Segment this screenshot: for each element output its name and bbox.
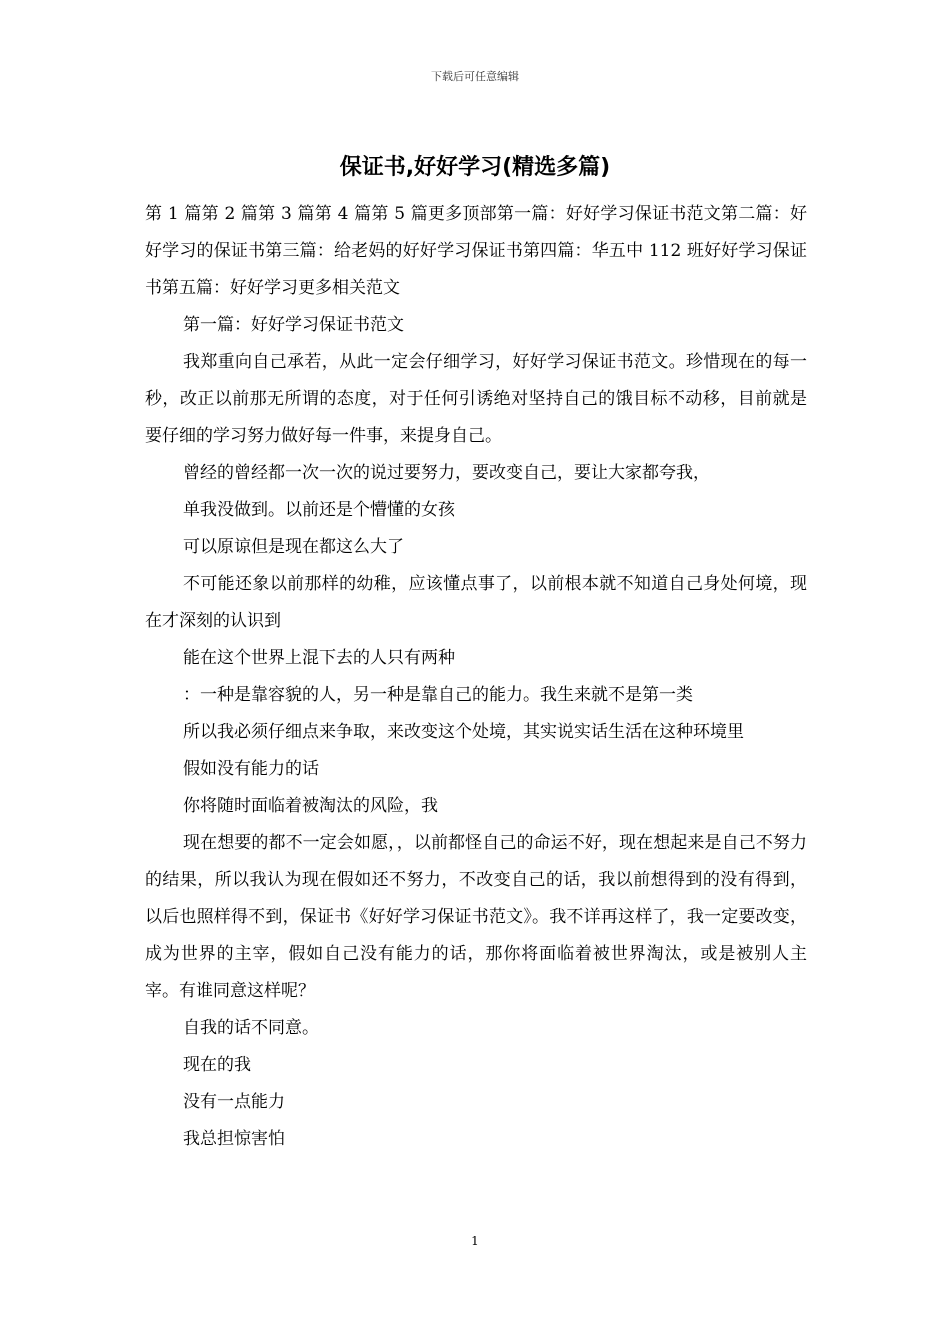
paragraph-15: 没有一点能力 <box>183 1092 285 1112</box>
paragraph-13: 自我的话不同意。 <box>183 1018 319 1038</box>
header-note: 下载后可任意编辑 <box>431 70 519 83</box>
paragraph-12: 现在想要的都不一定会如愿，，以前都怪自己的命运不好，现在想起来是自己不努力的结果，所以我认为现在假如还不努力，不改变自己的话，我以前想得到的没有得到，以后也照样得不到，保证书《好好学习保证书范文》。我不详再这样了，我一定要改变，成为世界的主宰，假如自己没有能力的话，那你将面临着被世界淘汰，或是被别人主宰。有谁同意这样呢？ <box>145 833 807 1001</box>
paragraph-8: ：一种是靠容貌的人，另一种是靠自己的能力。我生来就不是第一类 <box>183 685 693 705</box>
paragraph-4: 单我没做到。以前还是个懵懂的女孩 <box>183 500 455 520</box>
paragraph-10: 假如没有能力的话 <box>183 759 319 779</box>
paragraph-9: 所以我必须仔细点来争取，来改变这个处境，其实说实话生活在这种环境里 <box>183 722 744 742</box>
document-body <box>145 196 807 1158</box>
paragraph-11: 你将随时面临着被淘汰的风险，我 <box>183 796 438 816</box>
document-title: 保证书,好好学习(精选多篇) <box>339 155 611 180</box>
paragraph-3: 曾经的曾经都一次一次的说过要努力，要改变自己，要让大家都夸我， <box>183 463 710 483</box>
paragraph-5: 可以原谅但是现在都这么大了 <box>183 537 404 557</box>
paragraph-6: 不可能还象以前那样的幼稚，应该懂点事了，以前根本就不知道自己身处何境，现在才深刻的认识到 <box>145 574 807 631</box>
paragraph-0: 第 1 篇第 2 篇第 3 篇第 4 篇第 5 篇更多顶部第一篇：好好学习保证书范文第二篇：好好学习的保证书第三篇：给老妈的好好学习保证书第四篇：华五中 112 班好好学习保证书第五篇：好好学习更多相关范文 <box>145 204 807 298</box>
paragraph-16: 我总担惊害怕 <box>183 1129 285 1149</box>
paragraph-1: 第一篇：好好学习保证书范文 <box>183 315 404 335</box>
paragraph-14: 现在的我 <box>183 1055 251 1075</box>
paragraph-2: 我郑重向自己承若，从此一定会仔细学习，好好学习保证书范文。珍惜现在的每一秒，改正以前那无所谓的态度，对于任何引诱绝对坚持自己的饿目标不动移，目前就是要仔细的学习努力做好每一件事，来提身自己。 <box>145 352 807 446</box>
page-number: 1 <box>471 1234 479 1248</box>
paragraph-7: 能在这个世界上混下去的人只有两种 <box>183 648 455 668</box>
